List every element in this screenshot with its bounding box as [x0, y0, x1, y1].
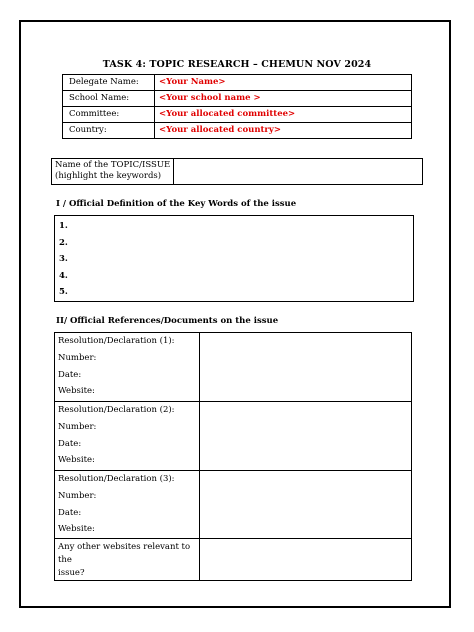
keyword-item-5: 5. [59, 287, 68, 298]
table-row [55, 539, 412, 581]
page-title: TASK 4: TOPIC RESEARCH – CHEMUN NOV 2024 [102, 59, 372, 70]
committee-label: Committee: [63, 107, 155, 123]
committee-field[interactable]: <Your allocated committee> [155, 107, 412, 123]
school-name-field[interactable]: <Your school name > [155, 91, 412, 107]
other-websites-line1: Any other websites relevant to the [58, 542, 191, 566]
topic-label [52, 159, 174, 185]
delegate-name-label: Delegate Name: [63, 75, 155, 91]
table-row [63, 91, 412, 107]
section1-heading: I / Official Definition of the Key Words of the issue [56, 199, 297, 209]
table-row [52, 159, 423, 185]
resolution-2-title: Resolution/Declaration (2): [58, 405, 175, 415]
other-websites-line2: issue? [58, 568, 85, 579]
delegate-name-field[interactable]: <Your Name> [155, 75, 412, 91]
resolution-1-labels [55, 333, 200, 402]
other-websites-label [55, 539, 200, 581]
topic-table [51, 158, 423, 185]
resolution-2-field[interactable] [200, 402, 412, 471]
resolution-1-field[interactable] [200, 333, 412, 402]
resolution-3-website: Website: [58, 524, 95, 535]
keyword-item-1: 1. [59, 221, 68, 231]
resolution-3-title: Resolution/Declaration (3): [58, 474, 175, 484]
resolution-1-number: Number: [58, 352, 97, 363]
table-row [63, 107, 412, 123]
country-field[interactable]: <Your allocated country> [155, 123, 412, 139]
resolution-2-date: Date: [58, 438, 82, 449]
table-row [55, 402, 412, 471]
references-table [54, 332, 412, 581]
resolution-1-date: Date: [58, 369, 82, 380]
country-label: Country: [63, 123, 155, 139]
keywords-table [54, 215, 414, 302]
keyword-item-3: 3. [59, 254, 68, 265]
table-row [63, 123, 412, 139]
resolution-3-field[interactable] [200, 471, 412, 539]
resolution-2-labels [55, 402, 200, 471]
section2-heading: II/ Official References/Documents on the issue [56, 316, 279, 326]
resolution-3-number: Number: [58, 490, 97, 501]
keyword-item-4: 4. [59, 270, 68, 281]
table-row [55, 216, 414, 302]
keyword-item-2: 2. [59, 237, 68, 248]
topic-label-line2: (highlight the keywords) [55, 170, 162, 181]
other-websites-field[interactable] [200, 539, 412, 581]
resolution-3-date: Date: [58, 507, 82, 518]
table-row [63, 75, 412, 91]
table-row [55, 333, 412, 402]
keywords-field[interactable] [55, 216, 414, 302]
resolution-2-website: Website: [58, 455, 95, 466]
resolution-3-labels [55, 471, 200, 539]
resolution-1-website: Website: [58, 386, 95, 397]
school-name-label: School Name: [63, 91, 155, 107]
delegate-info-table [62, 74, 412, 139]
topic-label-line1: Name of the TOPIC/ISSUE [55, 160, 171, 170]
table-row [55, 471, 412, 539]
resolution-2-number: Number: [58, 421, 97, 432]
resolution-1-title: Resolution/Declaration (1): [58, 336, 175, 346]
topic-field[interactable] [174, 159, 423, 185]
page-frame [19, 20, 451, 608]
